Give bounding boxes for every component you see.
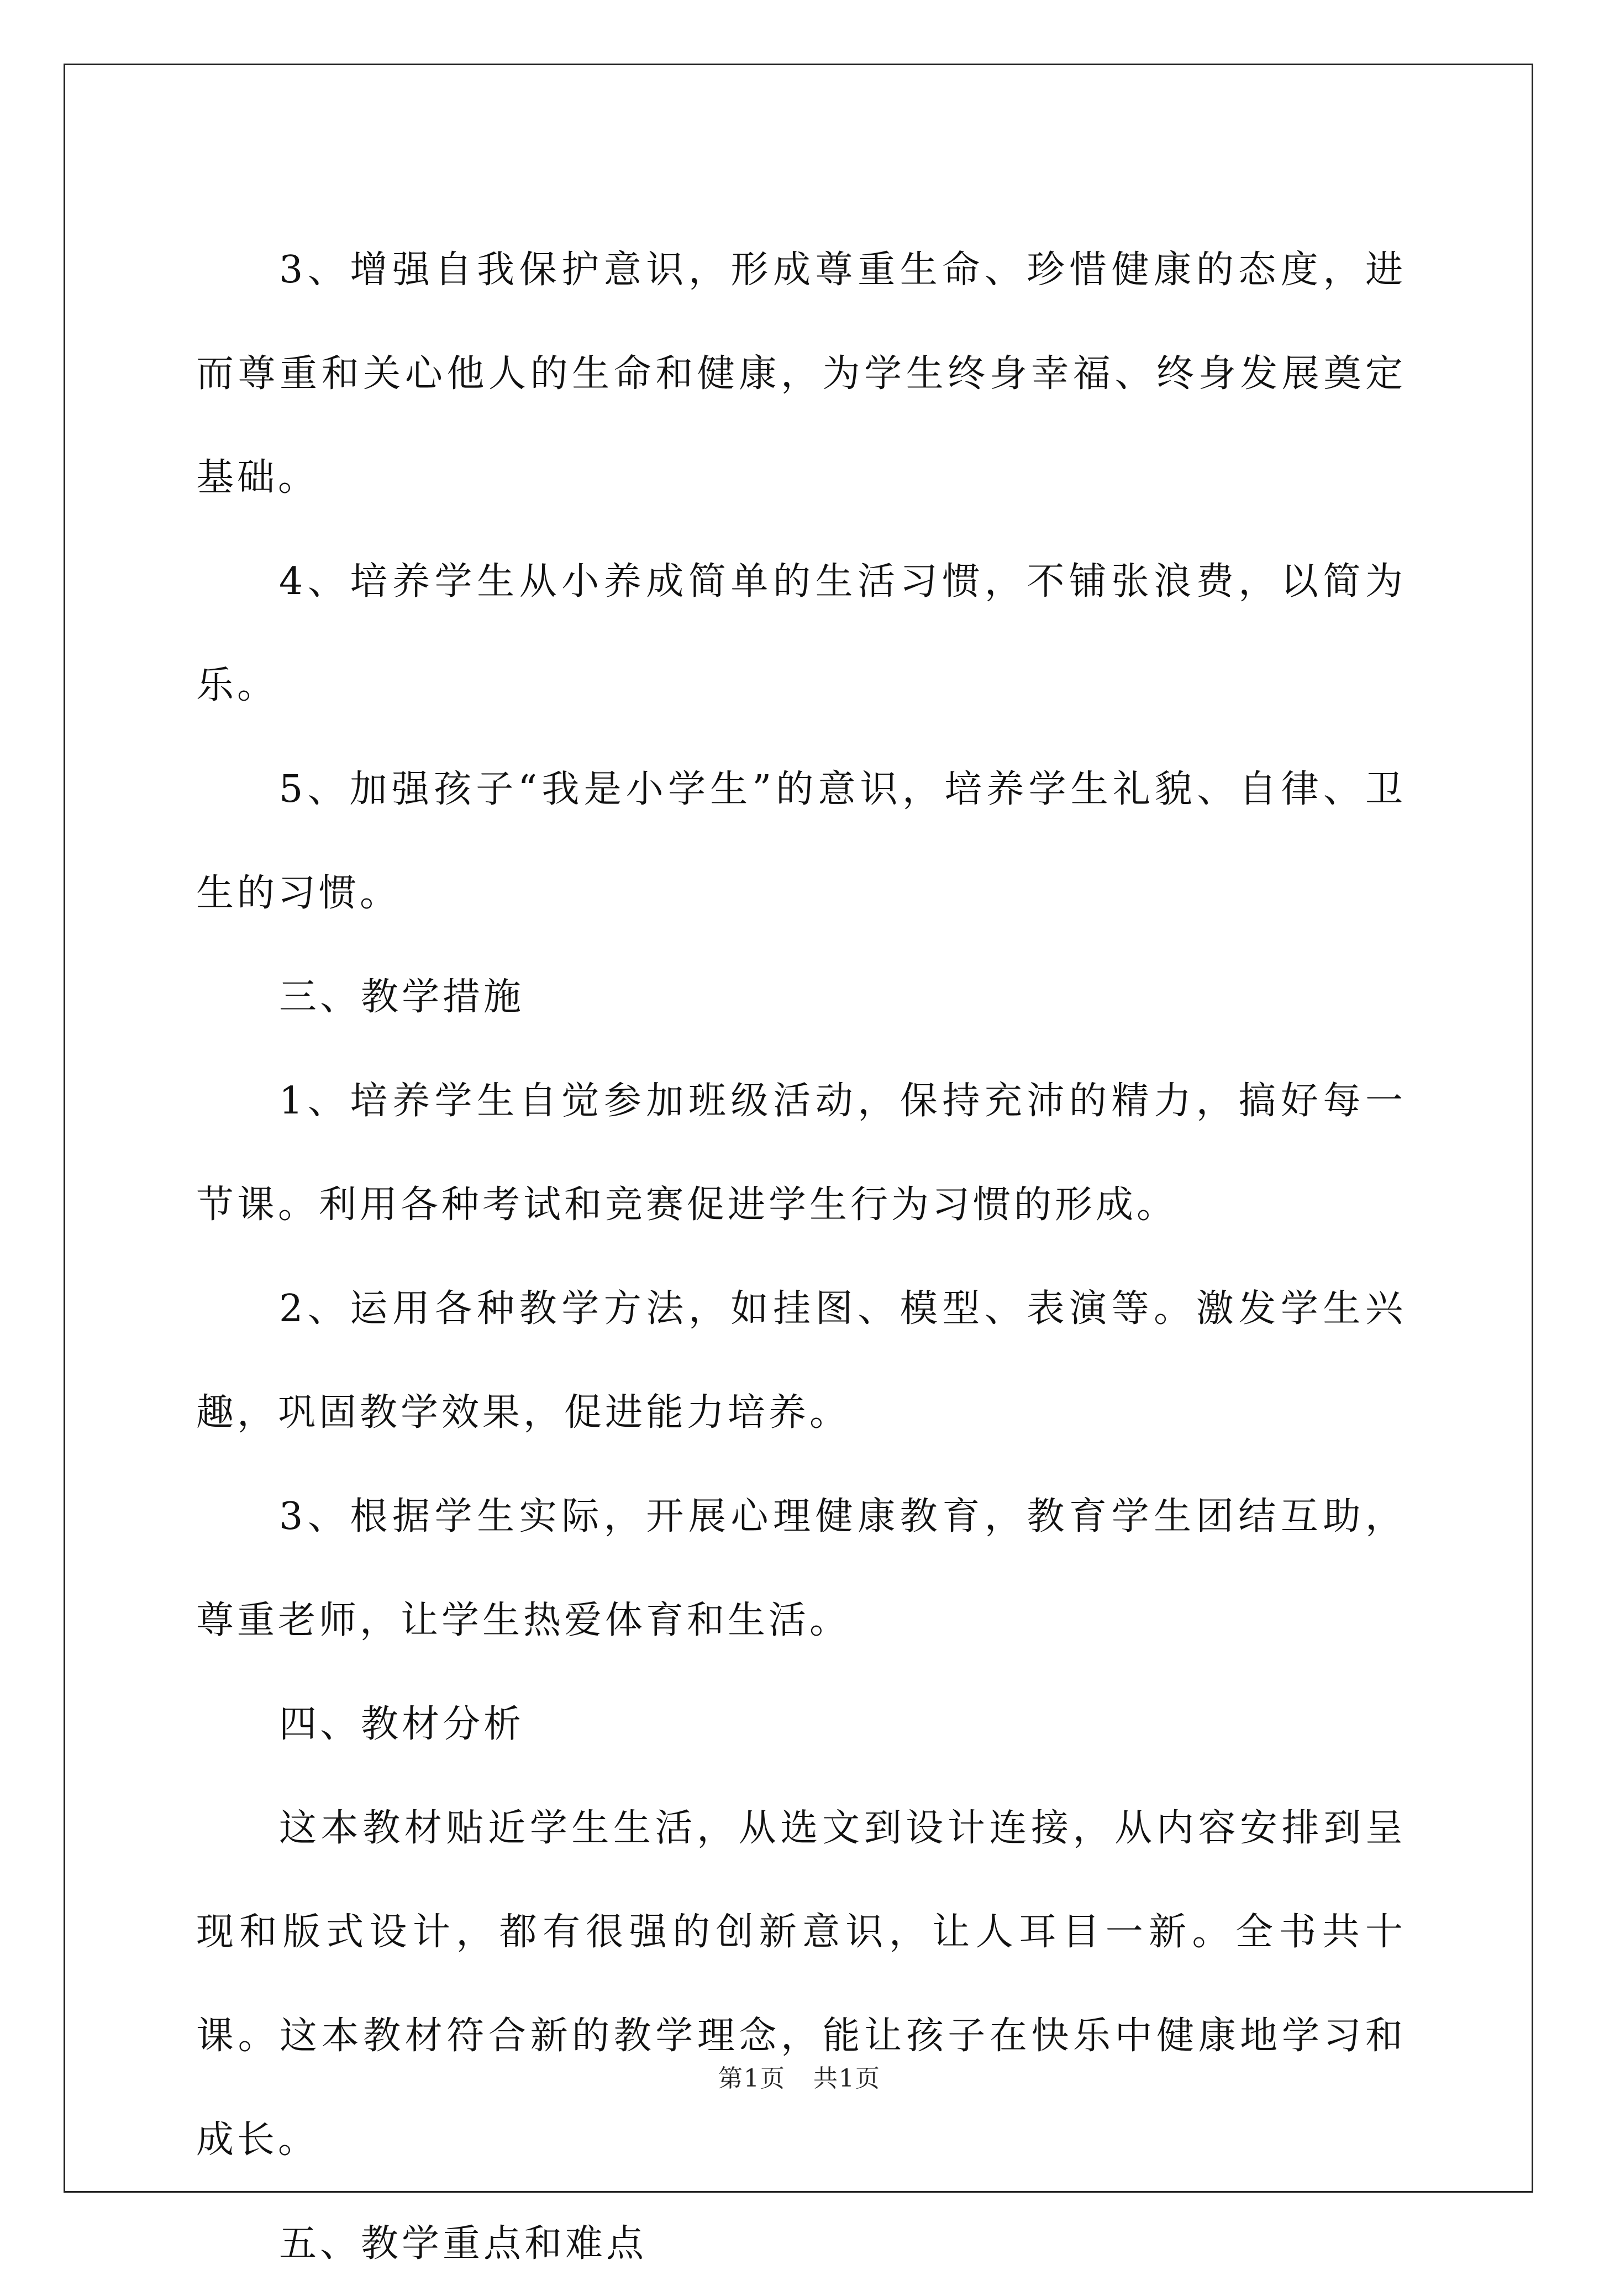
page-number: 第1页: [718, 2064, 786, 2093]
page-total: 共1页: [813, 2064, 881, 2093]
paragraph-goal-3: 3、增强自我保护意识，形成尊重生命、珍惜健康的态度，进而尊重和关心他人的生命和健康，为学生终身幸福、终身发展奠定基础。: [196, 248, 1406, 500]
section-heading-key-points: 五、教学重点和难点: [279, 2222, 648, 2266]
section-heading-teaching-measures: 三、教学措施: [279, 975, 525, 1019]
page-footer: [0, 2058, 1599, 2094]
paragraph-measure-1: 1、培养学生自觉参加班级活动，保持充沛的精力，搞好每一节课。利用各种考试和竞赛促进学生行为习惯的形成。: [196, 1079, 1406, 1227]
paragraph-measure-3: 3、根据学生实际，开展心理健康教育，教育学生团结互助，尊重老师，让学生热爱体育和生活。: [196, 1495, 1406, 1642]
document-body: [196, 218, 1406, 2296]
paragraph-textbook-analysis: 这本教材贴近学生生活，从选文到设计连接，从内容安排到呈现和版式设计，都有很强的创新意识，让人耳目一新。全书共十课。这本教材符合新的教学理念，能让孩子在快乐中健康地学习和成长。: [196, 1806, 1406, 2162]
paragraph-goal-5: 5、加强孩子“我是小学生”的意识，培养学生礼貌、自律、卫生的习惯。: [196, 768, 1406, 915]
paragraph-measure-2: 2、运用各种教学方法，如挂图、模型、表演等。激发学生兴趣，巩固教学效果，促进能力培养。: [196, 1287, 1406, 1435]
paragraph-goal-4: 4、培养学生从小养成简单的生活习惯，不铺张浪费，以简为乐。: [196, 560, 1406, 707]
section-heading-textbook-analysis: 四、教材分析: [279, 1703, 525, 1746]
